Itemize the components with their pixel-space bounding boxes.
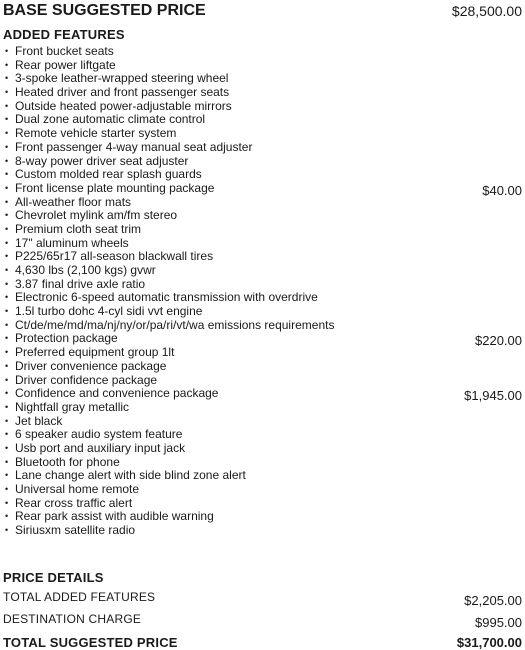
- feature-item: [0, 374, 525, 388]
- bullet-icon: •: [5, 401, 9, 412]
- bullet-icon: •: [5, 525, 9, 536]
- feature-name: Custom molded rear splash guards: [15, 167, 202, 182]
- bullet-icon: •: [5, 278, 9, 289]
- base-price-label: BASE SUGGESTED PRICE: [3, 2, 206, 19]
- bullet-icon: •: [5, 442, 9, 453]
- bullet-icon: •: [5, 196, 9, 207]
- feature-price: $40.00: [482, 182, 522, 198]
- feature-item: [0, 510, 525, 524]
- feature-item: [0, 428, 525, 442]
- destination-value: $995.00: [475, 615, 522, 630]
- feature-name: 8-way power driver seat adjuster: [15, 153, 189, 168]
- feature-name: Premium cloth seat trim: [15, 221, 142, 236]
- feature-item: [0, 415, 525, 429]
- feature-item: [0, 127, 525, 141]
- feature-item: [0, 86, 525, 100]
- feature-item: [0, 45, 525, 59]
- feature-name: Driver convenience package: [15, 358, 167, 373]
- feature-name: Driver confidence package: [15, 372, 158, 387]
- feature-item: [0, 250, 525, 264]
- feature-name: 4,630 lbs (2,100 kgs) gvwr: [15, 263, 156, 277]
- bullet-icon: •: [5, 347, 9, 358]
- feature-item: [0, 59, 525, 73]
- feature-name: Nightfall gray metallic: [15, 399, 130, 414]
- feature-name: Confidence and convenience package: [15, 386, 219, 401]
- feature-item: [0, 223, 525, 237]
- price-details-title: PRICE DETAILS: [3, 570, 104, 585]
- total-label: TOTAL SUGGESTED PRICE: [3, 635, 178, 650]
- feature-item: [0, 456, 525, 470]
- feature-item: [0, 182, 525, 196]
- bullet-icon: •: [5, 223, 9, 234]
- feature-item: [0, 209, 525, 223]
- total-added-label: TOTAL ADDED FEATURES: [3, 590, 156, 604]
- bullet-icon: •: [5, 415, 9, 426]
- feature-name: Rear cross traffic alert: [15, 495, 133, 510]
- feature-price: $220.00: [475, 333, 522, 349]
- bullet-icon: •: [5, 374, 9, 385]
- feature-item: [0, 264, 525, 278]
- feature-name: 3-spoke leather-wrapped steering wheel: [15, 71, 229, 86]
- feature-name: Dual zone automatic climate control: [15, 112, 206, 127]
- feature-item: [0, 331, 525, 349]
- bullet-icon: •: [5, 87, 9, 98]
- feature-item: [0, 346, 525, 360]
- bullet-icon: •: [5, 155, 9, 166]
- base-price-value: $28,500.00: [451, 3, 522, 19]
- feature-name: Electronic 6-speed automatic transmission with overdrive: [15, 290, 318, 305]
- destination-label: DESTINATION CHARGE: [3, 612, 142, 626]
- bullet-icon: •: [5, 306, 9, 317]
- feature-item: [0, 497, 525, 511]
- feature-name: Siriusxm satellite radio: [15, 523, 136, 538]
- feature-name: Front passenger 4-way manual seat adjuster: [15, 139, 253, 154]
- feature-item: [0, 442, 525, 456]
- feature-name: Heated driver and front passenger seats: [15, 85, 230, 100]
- feature-item: [0, 168, 525, 182]
- bullet-icon: •: [5, 511, 9, 522]
- bullet-icon: •: [5, 388, 9, 399]
- bullet-icon: •: [5, 59, 9, 70]
- features-list: [0, 45, 525, 538]
- feature-name: Lane change alert with side blind zone alert: [15, 468, 246, 483]
- feature-name: All-weather floor mats: [15, 194, 132, 209]
- feature-name: 1.5l turbo dohc 4-cyl sidi vvt engine: [15, 304, 203, 319]
- bullet-icon: •: [5, 251, 9, 262]
- feature-name: Ct/de/me/md/ma/nj/ny/or/pa/ri/vt/wa emissions requirements: [15, 317, 335, 332]
- feature-item: [0, 72, 525, 86]
- feature-item: [0, 196, 525, 210]
- bullet-icon: •: [5, 128, 9, 139]
- feature-item: [0, 305, 525, 319]
- bullet-icon: •: [5, 456, 9, 467]
- feature-name: Jet black: [15, 413, 63, 428]
- feature-name: Front bucket seats: [15, 44, 114, 58]
- feature-item: [0, 237, 525, 251]
- bullet-icon: •: [5, 292, 9, 303]
- feature-item: [0, 524, 525, 538]
- bullet-icon: •: [5, 429, 9, 440]
- total-value: $31,700.00: [456, 635, 522, 650]
- feature-name: 3.87 final drive axle ratio: [15, 276, 146, 291]
- feature-name: Usb port and auxiliary input jack: [15, 440, 186, 455]
- feature-name: Remote vehicle starter system: [15, 126, 177, 141]
- bullet-icon: •: [5, 333, 9, 344]
- feature-price: $1,945.00: [464, 388, 522, 404]
- bullet-icon: •: [5, 265, 9, 275]
- bullet-icon: •: [5, 141, 9, 152]
- bullet-icon: •: [5, 237, 9, 248]
- feature-item: [0, 469, 525, 483]
- bullet-icon: •: [5, 73, 9, 84]
- feature-name: Rear park assist with audible warning: [15, 509, 214, 524]
- feature-name: Rear power liftgate: [15, 57, 116, 72]
- feature-name: P225/65r17 all-season blackwall tires: [15, 249, 214, 264]
- feature-item: [0, 360, 525, 374]
- feature-name: Chevrolet mylink am/fm stereo: [15, 208, 178, 223]
- feature-item: [0, 113, 525, 127]
- feature-name: Bluetooth for phone: [15, 454, 120, 469]
- feature-item: [0, 319, 525, 333]
- bullet-icon: •: [5, 470, 9, 481]
- feature-item: [0, 291, 525, 305]
- bullet-icon: •: [5, 46, 9, 56]
- feature-name: 6 speaker audio system feature: [15, 427, 183, 442]
- bullet-icon: •: [5, 169, 9, 180]
- feature-name: Front license plate mounting package: [15, 180, 215, 195]
- feature-item: [0, 141, 525, 155]
- feature-name: Universal home remote: [15, 482, 140, 496]
- bullet-icon: •: [5, 319, 9, 330]
- feature-item: [0, 100, 525, 114]
- feature-item: [0, 483, 525, 497]
- bullet-icon: •: [5, 484, 9, 494]
- feature-name: Preferred equipment group 1lt: [15, 345, 175, 360]
- feature-name: Outside heated power-adjustable mirrors: [15, 98, 232, 113]
- added-features-title: ADDED FEATURES: [3, 27, 125, 42]
- feature-item: [0, 386, 525, 404]
- feature-item: [0, 155, 525, 169]
- bullet-icon: •: [5, 497, 9, 508]
- bullet-icon: •: [5, 114, 9, 125]
- feature-item: [0, 278, 525, 292]
- bullet-icon: •: [5, 100, 9, 111]
- feature-item: [0, 401, 525, 415]
- bullet-icon: •: [5, 360, 9, 371]
- bullet-icon: •: [5, 210, 9, 221]
- feature-name: 17" aluminum wheels: [15, 235, 129, 250]
- bullet-icon: •: [5, 182, 9, 193]
- feature-name: Protection package: [15, 331, 118, 346]
- total-added-value: $2,205.00: [464, 593, 522, 608]
